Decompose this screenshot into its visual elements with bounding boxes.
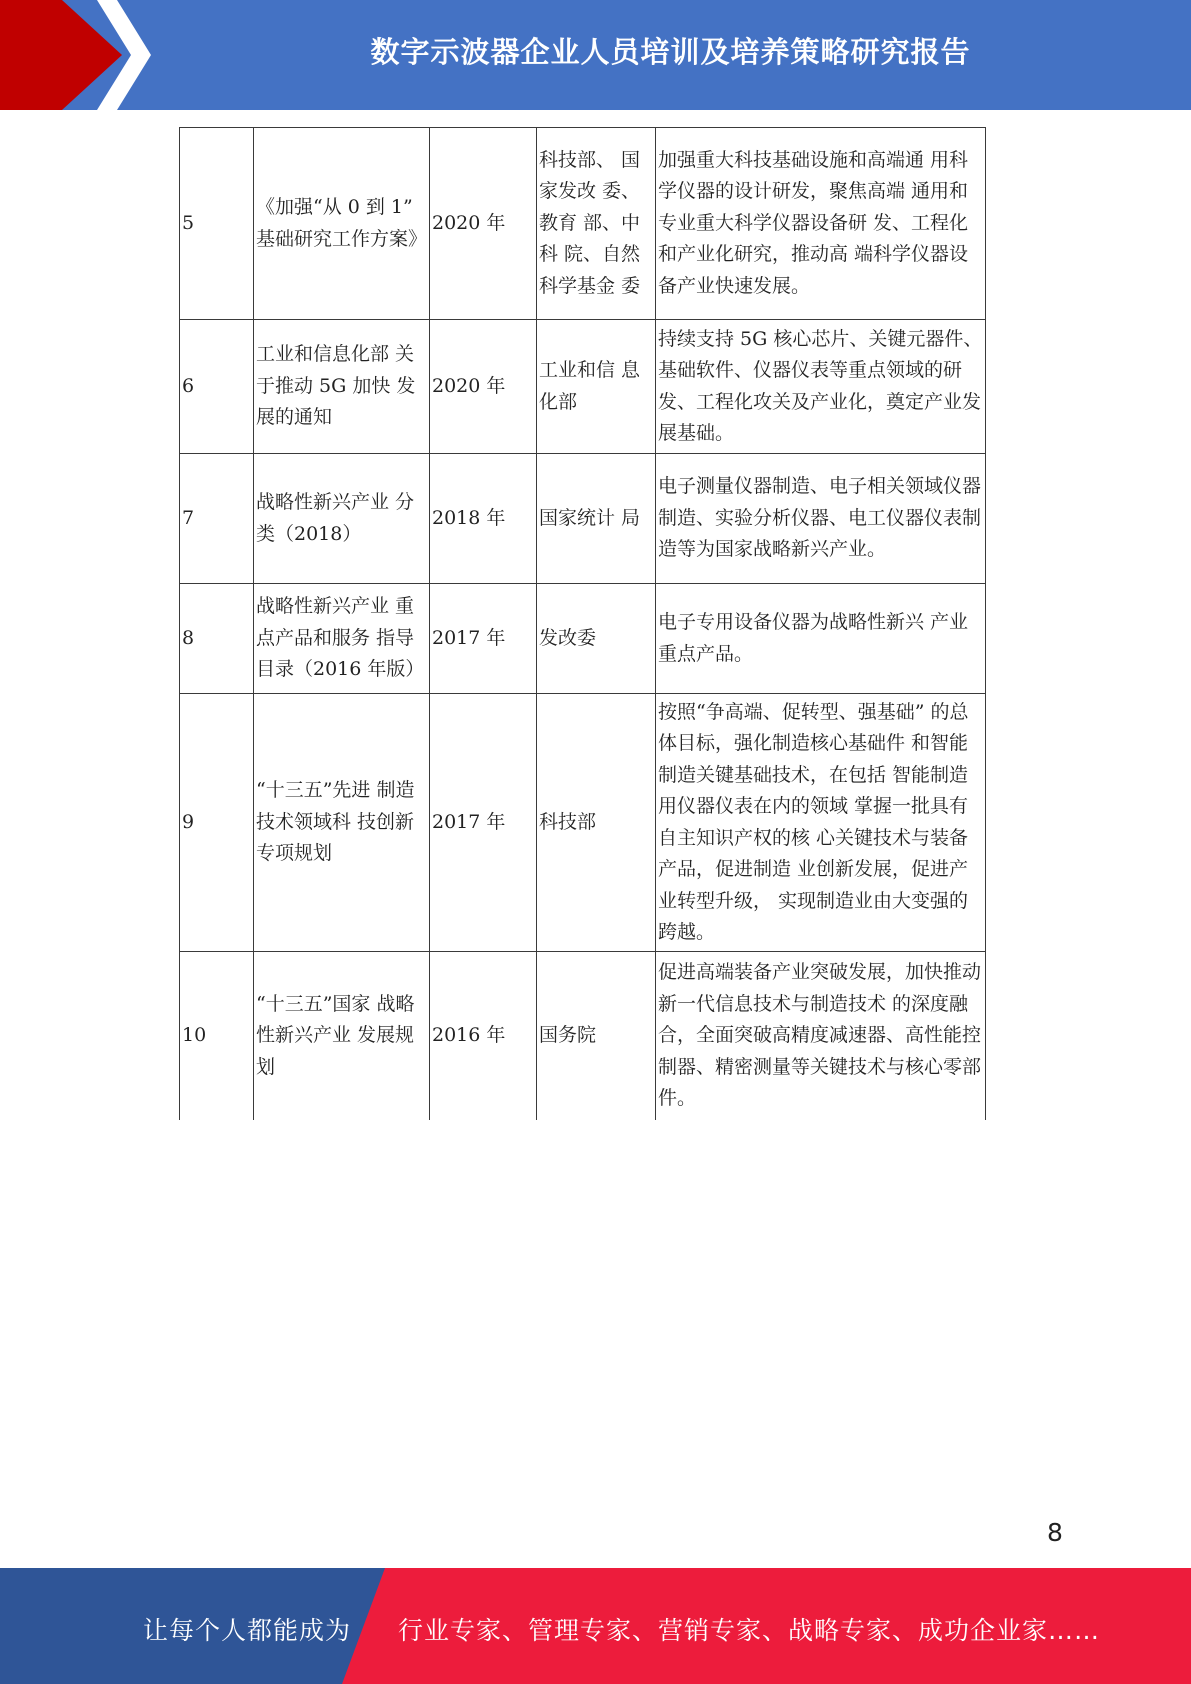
- cell-year: 2018 年: [430, 454, 537, 584]
- cell-policy-name: “十三五”国家 战略性新兴产业 发展规划: [254, 952, 430, 1120]
- table-row: [180, 694, 986, 952]
- cell-no: 9: [180, 694, 254, 952]
- cell-year: 2017 年: [430, 694, 537, 952]
- table-row: [180, 320, 986, 454]
- cell-year: 2020 年: [430, 320, 537, 454]
- cell-content: 加强重大科技基础设施和高端通 用科学仪器的设计研发，聚焦高端 通用和专业重大科学仪器设备研 发、工程化和产业化研究，推动高 端科学仪器设备产业快速发展。: [656, 128, 986, 320]
- cell-no: 10: [180, 952, 254, 1120]
- footer-slogan-left: 让每个人都能成为: [143, 1616, 352, 1645]
- table-row: [180, 952, 986, 1120]
- cell-content: 按照“争高端、促转型、强基础” 的总体目标，强化制造核心基础件 和智能制造关键基础技术，在包括 智能制造用仪器仪表在内的领域 掌握一批具有自主知识产权的核 心关键技术与装备产品，促进制造 业创新发展，促进产业转型升级， 实现制造业由大变强的跨越。: [656, 694, 986, 952]
- cell-content: 促进高端装备产业突破发展，加快推动新一代信息技术与制造技术 的深度融合，全面突破高精度减速器、高性能控制器、精密测量等关键技术与核心零部件。: [656, 952, 986, 1120]
- cell-department: 国务院: [537, 952, 656, 1120]
- cell-department: 科技部、 国家发改 委、教育 部、中科 院、自然 科学基金 委: [537, 128, 656, 320]
- cell-content: 电子专用设备仪器为战略性新兴 产业重点产品。: [656, 584, 986, 694]
- table-row: [180, 584, 986, 694]
- cell-department: 科技部: [537, 694, 656, 952]
- cell-policy-name: 工业和信息化部 关于推动 5G 加快 发展的通知: [254, 320, 430, 454]
- cell-content: 电子测量仪器制造、电子相关领域仪器制造、实验分析仪器、电工仪器仪表制造等为国家战略新兴产业。: [656, 454, 986, 584]
- cell-year: 2016 年: [430, 952, 537, 1120]
- page-number: 8: [1047, 1518, 1063, 1547]
- cell-policy-name: “十三五”先进 制造技术领域科 技创新专项规划: [254, 694, 430, 952]
- cell-department: 国家统计 局: [537, 454, 656, 584]
- cell-content: 持续支持 5G 核心芯片、关键元器件、基础软件、仪器仪表等重点领域的研发、工程化攻关及产业化，奠定产业发展基础。: [656, 320, 986, 454]
- table-row: [180, 454, 986, 584]
- report-title: 数字示波器企业人员培训及培养策略研究报告: [370, 35, 971, 69]
- cell-no: 5: [180, 128, 254, 320]
- cell-policy-name: 战略性新兴产业 重点产品和服务 指导目录（2016 年版）: [254, 584, 430, 694]
- cell-no: 7: [180, 454, 254, 584]
- cell-year: 2020 年: [430, 128, 537, 320]
- page-header: [0, 0, 1191, 110]
- cell-policy-name: 战略性新兴产业 分类（2018）: [254, 454, 430, 584]
- footer-slogan-right: 行业专家、管理专家、营销专家、战略专家、成功企业家……: [398, 1616, 1101, 1645]
- policy-table: [179, 127, 986, 1120]
- cell-no: 8: [180, 584, 254, 694]
- cell-department: 发改委: [537, 584, 656, 694]
- page-footer: [0, 1568, 1191, 1684]
- table-row: [180, 128, 986, 320]
- cell-policy-name: 《加强“从 0 到 1” 基础研究工作方案》: [254, 128, 430, 320]
- cell-department: 工业和信 息化部: [537, 320, 656, 454]
- cell-year: 2017 年: [430, 584, 537, 694]
- cell-no: 6: [180, 320, 254, 454]
